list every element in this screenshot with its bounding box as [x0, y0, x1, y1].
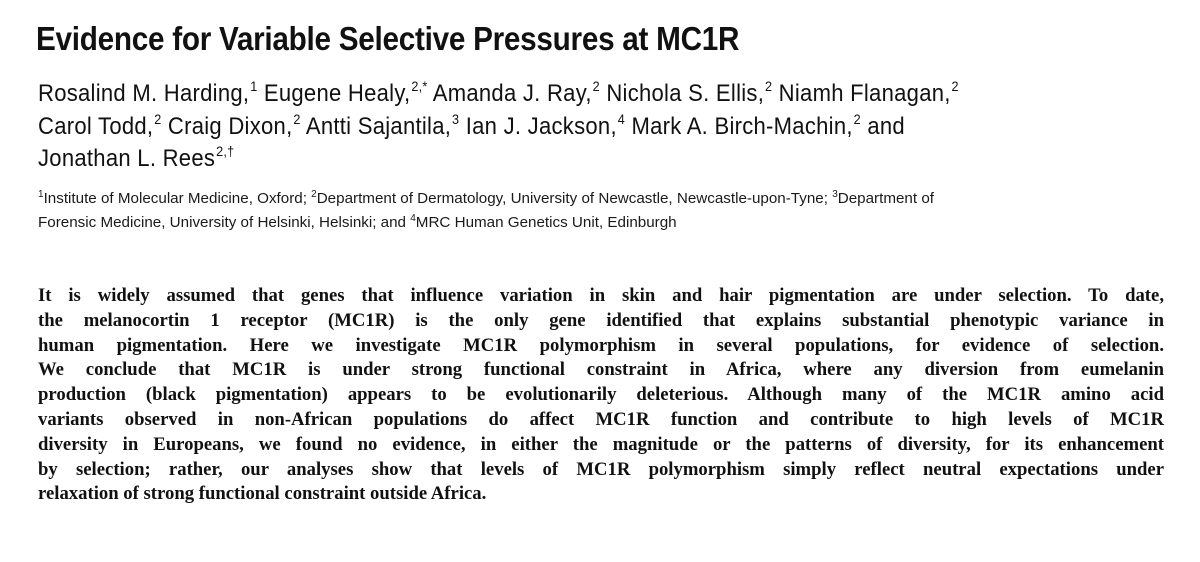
abstract-line: variants observed in non-African populations do affect MC1R function and contribute to high levels of MC1R — [38, 408, 1164, 430]
author-line-3 — [38, 144, 1082, 177]
abstract-line: relaxation of strong functional constraint outside Africa. — [38, 483, 487, 505]
author-name: Ian J. Jackson, — [465, 112, 617, 140]
author-affiliation-mark: 2 — [951, 78, 959, 94]
author-affiliation-mark: 4 — [617, 110, 626, 127]
affiliation-mark: 1 — [38, 189, 44, 200]
author-affiliation-mark: 2 — [293, 110, 301, 127]
abstract-line: production (black pigmentation) appears to be evolutionarily deleterious. Although many of the MC1R amino acid — [38, 384, 1164, 406]
author-affiliation-mark: 2 — [154, 110, 162, 127]
affiliation-mark: 4 — [410, 213, 416, 224]
author-name: Amanda J. Ray, — [432, 80, 592, 107]
author-line-1 — [38, 79, 1082, 112]
author-affiliation-mark: 3 — [452, 110, 460, 127]
affiliation-text: MRC Human Genetics Unit, Edinburgh — [415, 214, 677, 231]
author-name: Craig Dixon, — [167, 112, 293, 140]
affiliation-text: Institute of Molecular Medicine, Oxford; — [43, 190, 312, 207]
author-name: Niamh Flanagan, — [778, 80, 951, 107]
affiliation-text: Department of Dermatology, University of Newcastle, Newcastle-upon-Tyne; — [316, 190, 833, 207]
author-name: Nichola S. Ellis, — [606, 80, 765, 107]
abstract-line: We conclude that MC1R is under strong functional constraint in Africa, where any diversion from eumelanin — [38, 359, 1164, 381]
author-affiliation-mark: 2 — [592, 78, 600, 94]
author-affiliation-mark: 1 — [250, 78, 258, 94]
author-name: Carol Todd, — [38, 112, 154, 140]
author-name: Mark A. Birch-Machin, — [631, 112, 853, 140]
affiliation-text: Department of — [837, 190, 934, 207]
author-name: Eugene Healy, — [263, 80, 411, 107]
abstract-line: diversity in Europeans, we found no evidence, in either the magnitude or the patterns of diversity, for its enhancement — [38, 433, 1164, 455]
abstract — [38, 284, 1164, 507]
abstract-line: It is widely assumed that genes that influence variation in skin and hair pigmentation are under selection. To date, — [38, 285, 1164, 306]
abstract-line: the melanocortin 1 receptor (MC1R) is the only gene identified that explains substantial phenotypic variance in — [38, 309, 1164, 331]
affiliation-text: Forensic Medicine, University of Helsinki, Helsinki; and — [38, 214, 411, 231]
author-name: Jonathan L. Rees — [38, 145, 216, 172]
author-affiliation-mark: 2,* — [411, 78, 428, 94]
author-affiliation-mark: 2 — [765, 78, 773, 94]
affiliation-mark: 3 — [832, 189, 838, 200]
author-affiliation-mark: 2,† — [216, 143, 235, 159]
author-list — [38, 79, 1082, 177]
affiliation-mark: 2 — [311, 189, 317, 200]
abstract-line: by selection; rather, our analyses show that levels of MC1R polymorphism simply reflect neutral expectations under — [38, 458, 1164, 480]
affiliation-line-2 — [38, 212, 1198, 236]
affiliation-line-1 — [38, 188, 1198, 212]
author-name: Rosalind M. Harding, — [38, 80, 250, 107]
paper-title: Evidence for Variable Selective Pressures at MC1R — [36, 20, 740, 57]
abstract-line: human pigmentation. Here we investigate MC1R polymorphism in several populations, for evidence of selection. — [38, 334, 1164, 356]
author-name: Antti Sajantila, — [305, 112, 452, 140]
author-conjunction: and — [867, 112, 905, 140]
affiliations — [38, 188, 1198, 236]
author-line-2 — [38, 112, 1082, 145]
author-affiliation-mark: 2 — [853, 110, 861, 127]
